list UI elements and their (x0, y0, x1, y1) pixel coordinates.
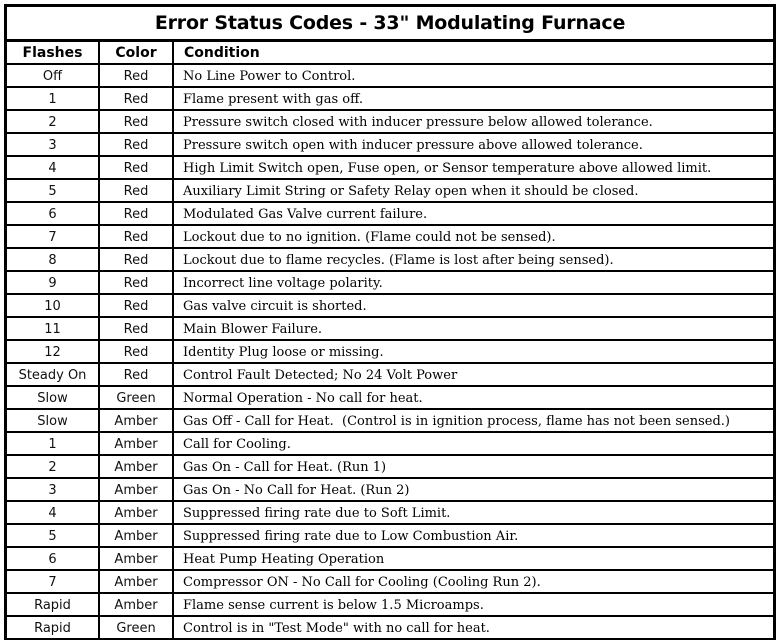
cell-flashes-text: 6 (48, 551, 57, 567)
cell-color-text: Red (123, 229, 149, 245)
table-row (7, 593, 773, 616)
cell-flashes-text: 2 (48, 459, 57, 475)
cell-condition-text: Gas valve circuit is shorted. (183, 298, 367, 314)
cell-color (99, 248, 173, 271)
column-header-color (99, 42, 173, 64)
table-row (7, 317, 773, 340)
cell-flashes-text: 3 (48, 482, 57, 498)
cell-condition (173, 133, 773, 156)
cell-color-text: Red (123, 298, 149, 314)
cell-flashes-text: 3 (48, 137, 57, 153)
cell-color (99, 593, 173, 616)
table-row (7, 110, 773, 133)
cell-color-text: Amber (114, 459, 158, 475)
cell-color-text: Red (123, 91, 149, 107)
cell-flashes (7, 87, 99, 110)
cell-color-text: Amber (114, 528, 158, 544)
cell-flashes-text: Rapid (34, 620, 71, 636)
cell-color (99, 133, 173, 156)
cell-flashes (7, 340, 99, 363)
cell-flashes (7, 593, 99, 616)
cell-color-text: Red (123, 344, 149, 360)
error-status-codes-table (7, 42, 773, 640)
cell-condition (173, 179, 773, 202)
table-header-row (7, 42, 773, 64)
cell-color-text: Amber (114, 574, 158, 590)
cell-flashes (7, 202, 99, 225)
cell-flashes-text: 4 (48, 160, 57, 176)
cell-flashes (7, 110, 99, 133)
cell-color (99, 179, 173, 202)
column-header-condition-label: Condition (184, 44, 260, 61)
cell-condition (173, 570, 773, 593)
cell-color (99, 202, 173, 225)
cell-color (99, 64, 173, 87)
cell-condition-text: Pressure switch open with inducer pressure above allowed tolerance. (183, 137, 643, 153)
cell-color (99, 386, 173, 409)
cell-color (99, 501, 173, 524)
cell-color (99, 271, 173, 294)
cell-condition (173, 110, 773, 133)
table-row (7, 616, 773, 639)
column-header-flashes-label: Flashes (22, 44, 83, 61)
cell-condition-text: Incorrect line voltage polarity. (183, 275, 383, 291)
cell-condition (173, 432, 773, 455)
cell-flashes (7, 317, 99, 340)
cell-condition-text: Heat Pump Heating Operation (183, 551, 385, 567)
table-body (7, 64, 773, 639)
cell-condition (173, 593, 773, 616)
cell-condition-text: Flame sense current is below 1.5 Microamps. (183, 597, 484, 613)
cell-flashes-text: 5 (48, 183, 57, 199)
table-row (7, 432, 773, 455)
cell-condition-text: Main Blower Failure. (183, 321, 323, 337)
cell-color-text: Amber (114, 551, 158, 567)
cell-color (99, 340, 173, 363)
table-row (7, 386, 773, 409)
cell-color-text: Red (123, 275, 149, 291)
cell-color-text: Red (123, 137, 149, 153)
cell-condition-text: Gas Off - Call for Heat. (Control is in ignition process, flame has not been sensed.) (183, 413, 730, 429)
table-header (7, 42, 773, 64)
table-row (7, 64, 773, 87)
cell-condition-text: Flame present with gas off. (183, 91, 364, 107)
cell-condition (173, 501, 773, 524)
cell-flashes-text: 1 (48, 91, 57, 107)
table-row (7, 478, 773, 501)
cell-color-text: Amber (114, 597, 158, 613)
cell-flashes-text: 5 (48, 528, 57, 544)
cell-flashes-text: Steady On (18, 367, 87, 383)
cell-color-text: Red (123, 183, 149, 199)
cell-condition (173, 225, 773, 248)
cell-flashes (7, 455, 99, 478)
cell-color (99, 87, 173, 110)
cell-color (99, 547, 173, 570)
table-row (7, 87, 773, 110)
cell-flashes (7, 616, 99, 639)
table-row (7, 363, 773, 386)
cell-condition-text: Modulated Gas Valve current failure. (183, 206, 428, 222)
table-row (7, 570, 773, 593)
cell-condition-text: Gas On - Call for Heat. (Run 1) (183, 459, 387, 475)
cell-color-text: Red (123, 321, 149, 337)
cell-flashes (7, 156, 99, 179)
cell-color-text: Amber (114, 413, 158, 429)
cell-color-text: Red (123, 206, 149, 222)
cell-condition-text: No Line Power to Control. (183, 68, 356, 84)
cell-color-text: Red (123, 68, 149, 84)
cell-condition (173, 547, 773, 570)
column-header-condition (173, 42, 773, 64)
column-header-color-label: Color (115, 44, 157, 61)
cell-flashes-text: Rapid (34, 597, 71, 613)
table-row (7, 156, 773, 179)
cell-condition-text: Call for Cooling. (183, 436, 291, 452)
table-row (7, 409, 773, 432)
cell-condition-text: Lockout due to flame recycles. (Flame is lost after being sensed). (183, 252, 614, 268)
cell-condition-text: Pressure switch closed with inducer pressure below allowed tolerance. (183, 114, 653, 130)
cell-flashes (7, 179, 99, 202)
cell-flashes (7, 64, 99, 87)
cell-color (99, 455, 173, 478)
cell-color (99, 225, 173, 248)
cell-flashes-text: 10 (44, 298, 61, 314)
cell-condition-text: Auxiliary Limit String or Safety Relay open when it should be closed. (183, 183, 639, 199)
cell-color (99, 156, 173, 179)
cell-flashes (7, 547, 99, 570)
table-row (7, 294, 773, 317)
cell-flashes-text: 12 (44, 344, 61, 360)
table-row (7, 340, 773, 363)
cell-flashes (7, 225, 99, 248)
cell-color (99, 432, 173, 455)
cell-color (99, 294, 173, 317)
cell-flashes (7, 386, 99, 409)
cell-color (99, 524, 173, 547)
cell-color-text: Red (123, 114, 149, 130)
cell-condition (173, 340, 773, 363)
cell-flashes (7, 248, 99, 271)
cell-condition-text: Lockout due to no ignition. (Flame could not be sensed). (183, 229, 556, 245)
table-row (7, 524, 773, 547)
cell-color (99, 317, 173, 340)
cell-condition (173, 294, 773, 317)
cell-color (99, 363, 173, 386)
cell-condition (173, 478, 773, 501)
cell-color-text: Green (116, 620, 156, 636)
cell-flashes (7, 294, 99, 317)
table-row (7, 501, 773, 524)
page-title: Error Status Codes - 33" Modulating Furnace (154, 11, 626, 34)
error-codes-table-frame (4, 4, 776, 640)
table-title-band (7, 7, 773, 42)
cell-condition (173, 64, 773, 87)
table-row (7, 248, 773, 271)
cell-flashes (7, 478, 99, 501)
cell-flashes-text: 4 (48, 505, 57, 521)
cell-color-text: Green (116, 390, 156, 406)
cell-color-text: Amber (114, 436, 158, 452)
cell-flashes-text: 8 (48, 252, 57, 268)
cell-flashes-text: 2 (48, 114, 57, 130)
cell-flashes (7, 501, 99, 524)
table-row (7, 179, 773, 202)
cell-color (99, 570, 173, 593)
cell-flashes-text: 11 (44, 321, 61, 337)
cell-flashes (7, 570, 99, 593)
cell-flashes-text: 7 (48, 229, 57, 245)
cell-condition (173, 317, 773, 340)
cell-color (99, 478, 173, 501)
cell-color (99, 616, 173, 639)
cell-flashes (7, 133, 99, 156)
cell-flashes-text: Slow (37, 413, 68, 429)
cell-condition (173, 271, 773, 294)
column-header-flashes (7, 42, 99, 64)
cell-color (99, 409, 173, 432)
cell-color-text: Red (123, 252, 149, 268)
cell-condition (173, 616, 773, 639)
cell-flashes (7, 524, 99, 547)
cell-condition-text: Control Fault Detected; No 24 Volt Power (183, 367, 458, 383)
cell-condition (173, 409, 773, 432)
cell-condition (173, 248, 773, 271)
cell-condition (173, 202, 773, 225)
cell-color-text: Amber (114, 505, 158, 521)
cell-flashes-text: Slow (37, 390, 68, 406)
table-row (7, 133, 773, 156)
table-row (7, 455, 773, 478)
cell-condition-text: Normal Operation - No call for heat. (183, 390, 423, 406)
cell-condition-text: Gas On - No Call for Heat. (Run 2) (183, 482, 410, 498)
cell-condition-text: High Limit Switch open, Fuse open, or Sensor temperature above allowed limit. (183, 160, 712, 176)
table-row (7, 202, 773, 225)
cell-flashes-text: 1 (48, 436, 57, 452)
cell-flashes-text: Off (42, 68, 63, 84)
cell-condition-text: Suppressed firing rate due to Soft Limit. (183, 505, 451, 521)
cell-condition (173, 87, 773, 110)
cell-flashes-text: 9 (48, 275, 57, 291)
table-row (7, 225, 773, 248)
cell-condition (173, 363, 773, 386)
cell-color-text: Red (123, 160, 149, 176)
cell-condition (173, 455, 773, 478)
cell-color-text: Amber (114, 482, 158, 498)
cell-color-text: Red (123, 367, 149, 383)
cell-flashes (7, 432, 99, 455)
cell-flashes (7, 409, 99, 432)
cell-flashes-text: 7 (48, 574, 57, 590)
cell-condition (173, 524, 773, 547)
cell-flashes (7, 271, 99, 294)
cell-condition-text: Compressor ON - No Call for Cooling (Cooling Run 2). (183, 574, 541, 590)
cell-condition (173, 156, 773, 179)
cell-flashes-text: 6 (48, 206, 57, 222)
cell-condition-text: Suppressed firing rate due to Low Combustion Air. (183, 528, 519, 544)
cell-condition (173, 386, 773, 409)
cell-condition-text: Identity Plug loose or missing. (183, 344, 384, 360)
table-row (7, 547, 773, 570)
cell-color (99, 110, 173, 133)
cell-condition-text: Control is in "Test Mode" with no call for heat. (183, 620, 490, 636)
cell-flashes (7, 363, 99, 386)
table-row (7, 271, 773, 294)
